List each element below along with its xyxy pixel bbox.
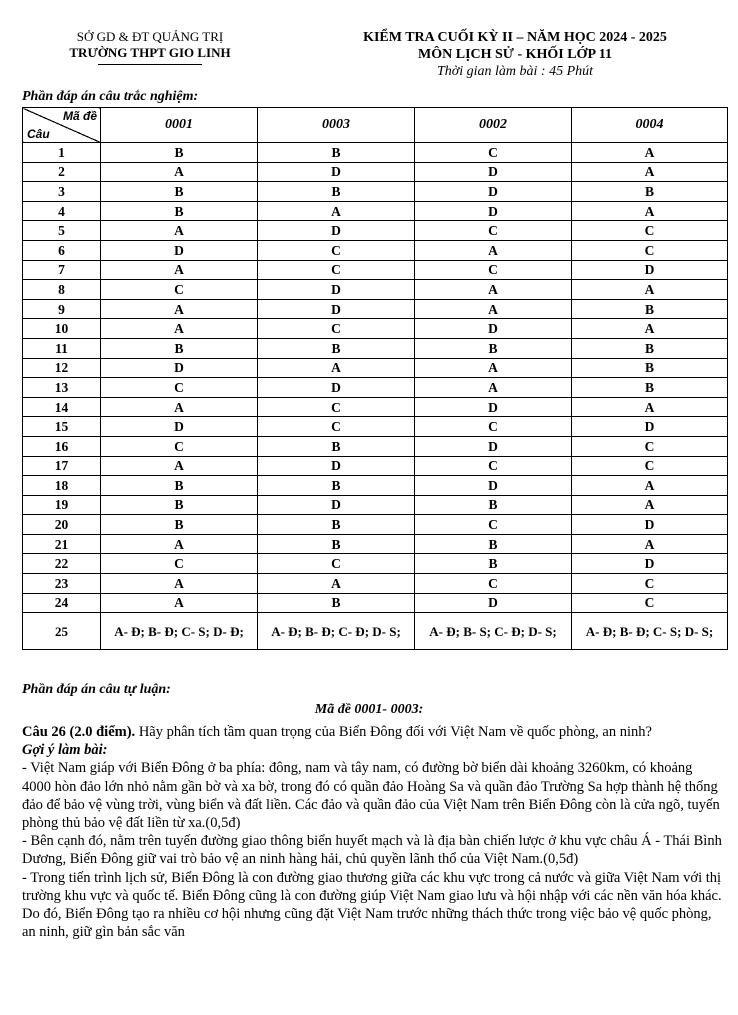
answer-cell: C — [258, 260, 415, 280]
answer-cell: B — [415, 338, 572, 358]
answer-cell: D — [258, 299, 415, 319]
header-underline — [98, 64, 202, 65]
answer-cell: A — [415, 240, 572, 260]
question-number: 21 — [23, 534, 101, 554]
question-number: 25 — [23, 613, 101, 650]
answer-cell: B — [572, 358, 728, 378]
answer-cell: A- Đ; B- Đ; C- S; D- S; — [572, 613, 728, 650]
code-header: 0001 — [101, 108, 258, 143]
answer-cell: A — [572, 280, 728, 300]
answer-cell: C — [101, 554, 258, 574]
answer-paragraph: - Việt Nam giáp với Biển Đông ở ba phía: đông, nam và tây nam, có đường bờ biển dài khoảng 3260km, có khoảng 4000 hòn đảo lớn nhỏ nằm gần bờ và xa bờ, trong đó có quần đảo Hoàng Sa và quần đảo Trường Sa hợp thành hệ thống đảo để bảo vệ vùng trời, vùng biển và đất liền. Các đảo và quần đảo của Việt Nam trên Biển Đông còn là cửa ngõ, tuyến phòng thủ bảo vệ đất liền từ xa.(0,5đ) — [22, 760, 720, 832]
answer-cell: A — [572, 162, 728, 182]
answer-cell: A — [258, 358, 415, 378]
answer-cell: B — [415, 495, 572, 515]
table-row — [23, 319, 728, 339]
table-row — [23, 358, 728, 378]
answer-cell: A — [101, 593, 258, 613]
answer-cell: D — [572, 515, 728, 535]
exam-title: KIỂM TRA CUỐI KỲ II – NĂM HỌC 2024 - 2025 — [363, 30, 667, 45]
answer-cell: C — [258, 417, 415, 437]
table-row — [23, 378, 728, 398]
answer-cell: A — [101, 319, 258, 339]
answer-cell: B — [572, 182, 728, 202]
answer-table — [22, 107, 728, 650]
answer-paragraph: - Bên cạnh đó, nằm trên tuyến đường giao thông biển huyết mạch và là địa bàn chiến lược ở khu vực châu Á - Thái Bình Dương, Biển Đông giữ vai trò bảo vệ an ninh hàng hải, chủ quyền lãnh thổ của Việt Nam.(0,5đ) — [22, 833, 722, 868]
essay-section-title: Phần đáp án câu tự luận: — [22, 682, 171, 697]
question-number: 11 — [23, 338, 101, 358]
question-26-label: Câu 26 (2.0 điểm). — [22, 724, 136, 740]
table-row — [23, 240, 728, 260]
answer-cell: C — [101, 378, 258, 398]
header-left — [40, 29, 260, 65]
header-right — [292, 29, 738, 81]
answer-cell: B — [415, 554, 572, 574]
answer-cell: B — [572, 378, 728, 398]
question-number: 17 — [23, 456, 101, 476]
hint-label: Gợi ý làm bài: — [22, 742, 108, 759]
question-number: 12 — [23, 358, 101, 378]
corner-label-code: Mã đề — [62, 109, 97, 123]
answer-cell: C — [572, 456, 728, 476]
answer-cell: D — [415, 201, 572, 221]
table-header-row — [23, 108, 728, 143]
answer-cell: A — [101, 162, 258, 182]
answer-cell: A — [258, 201, 415, 221]
answer-cell: B — [101, 515, 258, 535]
table-row — [23, 397, 728, 417]
answer-cell: D — [415, 319, 572, 339]
question-26-text: Hãy phân tích tầm quan trọng của Biển Đông đối với Việt Nam về quốc phòng, an ninh? — [135, 724, 652, 740]
question-number: 16 — [23, 436, 101, 456]
answer-cell: A — [572, 201, 728, 221]
table-row — [23, 476, 728, 496]
answer-cell: D — [415, 162, 572, 182]
answer-cell: B — [258, 476, 415, 496]
answer-cell: B — [101, 201, 258, 221]
answer-cell: B — [101, 143, 258, 163]
answer-cell: C — [415, 417, 572, 437]
question-26 — [22, 723, 722, 741]
answer-cell: A — [415, 358, 572, 378]
answer-cell: D — [101, 240, 258, 260]
school-name: TRƯỜNG THPT GIO LINH — [69, 45, 231, 60]
answer-cell: B — [572, 338, 728, 358]
answer-cell: C — [572, 593, 728, 613]
answer-cell: D — [258, 378, 415, 398]
question-number: 1 — [23, 143, 101, 163]
table-row — [23, 417, 728, 437]
answer-cell: D — [572, 554, 728, 574]
answer-cell: B — [415, 534, 572, 554]
answer-cell: D — [101, 417, 258, 437]
answer-cell: C — [415, 260, 572, 280]
answer-cell: B — [258, 593, 415, 613]
answer-cell: D — [572, 417, 728, 437]
answer-cell: B — [258, 515, 415, 535]
answer-cell: D — [415, 397, 572, 417]
table-row — [23, 495, 728, 515]
answer-cell: A — [572, 495, 728, 515]
answer-cell: C — [572, 436, 728, 456]
table-row — [23, 534, 728, 554]
answer-cell: C — [101, 436, 258, 456]
table-row — [23, 299, 728, 319]
answer-cell: A — [572, 143, 728, 163]
table-row — [23, 221, 728, 241]
table-row — [23, 162, 728, 182]
answer-cell: A — [572, 476, 728, 496]
answer-cell: A — [101, 397, 258, 417]
answer-cell: A — [101, 574, 258, 594]
answer-cell: A — [572, 397, 728, 417]
mc-section-title: Phần đáp án câu trắc nghiệm: — [22, 89, 199, 104]
corner-label-question: Câu — [27, 127, 50, 141]
question-number: 24 — [23, 593, 101, 613]
answer-cell: A — [415, 299, 572, 319]
answer-cell: C — [258, 319, 415, 339]
question-number: 13 — [23, 378, 101, 398]
table-row — [23, 260, 728, 280]
question-number: 2 — [23, 162, 101, 182]
answer-cell: A — [415, 378, 572, 398]
answer-cell: C — [572, 221, 728, 241]
question-number: 18 — [23, 476, 101, 496]
answer-cell: D — [415, 436, 572, 456]
answer-cell: D — [415, 182, 572, 202]
table-row-q25 — [23, 613, 728, 650]
table-row — [23, 143, 728, 163]
answer-cell: A — [572, 319, 728, 339]
answer-cell: D — [258, 162, 415, 182]
question-number: 3 — [23, 182, 101, 202]
question-number: 7 — [23, 260, 101, 280]
code-header: 0004 — [572, 108, 728, 143]
table-row — [23, 280, 728, 300]
answer-cell: C — [258, 554, 415, 574]
answer-cell: A — [101, 299, 258, 319]
answer-cell: B — [101, 495, 258, 515]
question-number: 22 — [23, 554, 101, 574]
answer-cell: B — [101, 338, 258, 358]
question-number: 10 — [23, 319, 101, 339]
question-number: 19 — [23, 495, 101, 515]
table-row — [23, 436, 728, 456]
answer-cell: C — [415, 143, 572, 163]
essay-content — [22, 723, 722, 941]
time-allowed: Thời gian làm bài : 45 Phút — [436, 64, 594, 79]
table-row — [23, 338, 728, 358]
answer-cell: D — [415, 476, 572, 496]
answer-cell: C — [572, 240, 728, 260]
answer-cell: A — [415, 280, 572, 300]
answer-cell: C — [415, 574, 572, 594]
answer-cell: B — [572, 299, 728, 319]
answer-cell: A — [101, 221, 258, 241]
table-row — [23, 593, 728, 613]
question-number: 9 — [23, 299, 101, 319]
question-number: 6 — [23, 240, 101, 260]
code-header: 0002 — [415, 108, 572, 143]
answer-cell: A — [101, 456, 258, 476]
answer-cell: A — [101, 534, 258, 554]
answer-cell: D — [572, 260, 728, 280]
table-row — [23, 182, 728, 202]
answer-cell: B — [101, 182, 258, 202]
answer-cell: A- Đ; B- Đ; C- S; D- Đ; — [101, 613, 258, 650]
answer-cell: B — [258, 534, 415, 554]
answer-body — [23, 143, 728, 650]
answer-cell: A — [572, 534, 728, 554]
answer-cell: C — [101, 280, 258, 300]
answer-cell: D — [101, 358, 258, 378]
answer-cell: A — [258, 574, 415, 594]
question-number: 23 — [23, 574, 101, 594]
question-number: 8 — [23, 280, 101, 300]
answer-cell: A — [101, 260, 258, 280]
answer-cell: B — [258, 143, 415, 163]
answer-cell: B — [258, 436, 415, 456]
answer-cell: B — [258, 182, 415, 202]
department-name: SỞ GD & ĐT QUẢNG TRỊ — [76, 29, 224, 44]
question-number: 5 — [23, 221, 101, 241]
essay-code-heading: Mã đề 0001- 0003: — [314, 702, 424, 717]
table-row — [23, 515, 728, 535]
table-row — [23, 554, 728, 574]
table-row — [23, 574, 728, 594]
answer-cell: C — [415, 515, 572, 535]
answer-cell: C — [415, 221, 572, 241]
answer-cell: D — [258, 495, 415, 515]
answer-cell: B — [101, 476, 258, 496]
answer-cell: C — [415, 456, 572, 476]
answer-cell: A- Đ; B- S; C- Đ; D- S; — [415, 613, 572, 650]
answer-cell: B — [258, 338, 415, 358]
question-number: 20 — [23, 515, 101, 535]
answer-cell: D — [415, 593, 572, 613]
question-number: 14 — [23, 397, 101, 417]
corner-cell — [23, 108, 101, 143]
answer-cell: D — [258, 221, 415, 241]
answer-paragraph: - Trong tiến trình lịch sử, Biển Đông là con đường giao thương giữa các khu vực trong cả nước và giữa Việt Nam với thị trường khu vực và quốc tế. Biển Đông cũng là con đường giúp Việt Nam giao lưu và hội nhập với các nền văn hóa khác. Do đó, Biển Đông tạo ra nhiều cơ hội nhưng cũng đặt Việt Nam trước những thách thức trong việc bảo vệ quốc phòng, an ninh, giữ gìn bản sắc văn — [22, 869, 722, 941]
question-number: 4 — [23, 201, 101, 221]
table-row — [23, 456, 728, 476]
answer-cell: C — [258, 240, 415, 260]
answer-cell: C — [572, 574, 728, 594]
answer-cell: C — [258, 397, 415, 417]
answer-cell: A- Đ; B- Đ; C- Đ; D- S; — [258, 613, 415, 650]
table-row — [23, 201, 728, 221]
question-number: 15 — [23, 417, 101, 437]
subject-line: MÔN LỊCH SỬ - KHỐI LỚP 11 — [418, 47, 612, 62]
answer-cell: D — [258, 280, 415, 300]
code-header: 0003 — [258, 108, 415, 143]
answer-cell: D — [258, 456, 415, 476]
